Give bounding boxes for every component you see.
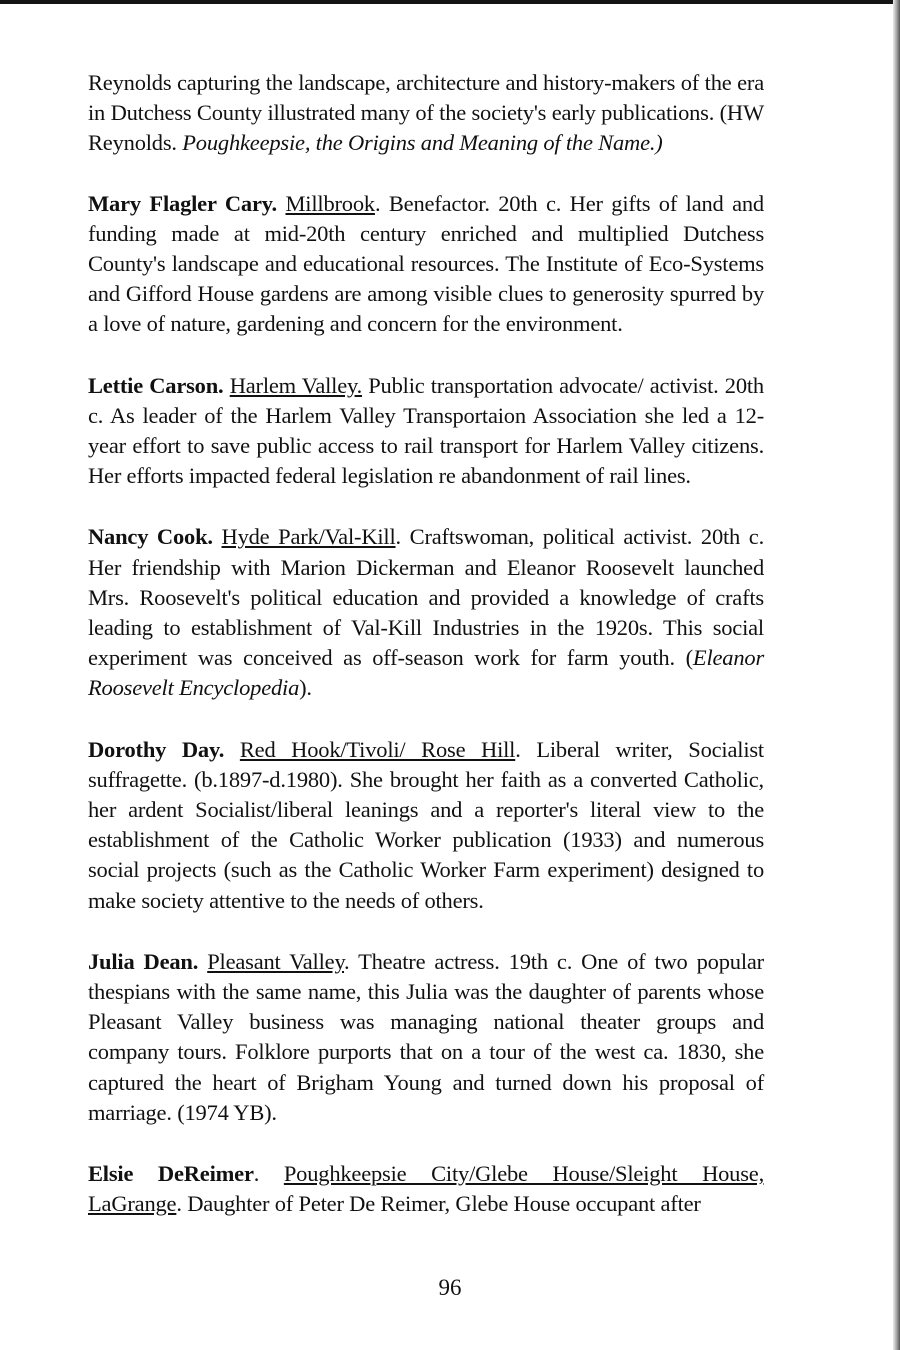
entry-name: Elsie DeReimer bbox=[88, 1161, 254, 1187]
entry-place: Hyde Park/Val-Kill bbox=[221, 524, 396, 550]
page-number: 96 bbox=[438, 1275, 462, 1300]
entry-separator: . bbox=[253, 1161, 284, 1187]
entry-julia-dean bbox=[88, 947, 764, 1128]
entry-name: Nancy Cook. bbox=[88, 524, 213, 550]
page-body bbox=[88, 68, 764, 1251]
entry-text: . Daughter of Peter De Reimer, Glebe House occupant after bbox=[176, 1191, 701, 1217]
entry-dorothy-day bbox=[88, 735, 764, 916]
entry-place: Poughkeepsie City/Glebe House/Sleight House, LaGrange bbox=[88, 1161, 764, 1217]
entry-nancy-cook bbox=[88, 522, 764, 703]
entry-text-after: ). bbox=[299, 675, 312, 701]
entry-name: Lettie Carson. bbox=[88, 372, 224, 398]
entry-text: Reynolds capturing the landscape, architecture and history-makers of the era in Dutchess County illustrated many of the society's early publications. (HW Reynolds. bbox=[88, 70, 764, 156]
entry-mary-flagler-cary bbox=[88, 189, 764, 340]
entry-place: Pleasant Valley bbox=[207, 948, 345, 974]
entry-name: Mary Flagler Cary. bbox=[88, 190, 277, 216]
entry-text: . Benefactor. 20th c. Her gifts of land and funding made at mid-20th century enriched and multiplied Dutchess County's landscape and educational resources. The Institute of Eco-Systems and Gifford House gardens are among visible clues to generosity spurred by a love of nature, gardening and concern for the environment. bbox=[88, 190, 764, 337]
entry-text: . Liberal writer, Socialist suffragette. (b.1897-d.1980). She brought her faith as a converted Catholic, her ardent Socialist/liberal leanings and a reporter's literal view to the establishment of the Catholic Worker publication (1933) and numerous social projects (such as the Catholic Worker Farm experiment) designed to make society attentive to the needs of others. bbox=[88, 736, 764, 913]
entry-name: Dorothy Day. bbox=[88, 736, 225, 762]
entry-text: . Theatre actress. 19th c. One of two popular thespians with the same name, this Julia was the daughter of parents whose Pleasant Valley business was managing national theater groups and company tours. Folklore purports that on a tour of the west ca. 1830, she captured the heart of Brigham Young and turned down his proposal of marriage. (1974 YB). bbox=[88, 948, 764, 1125]
top-border-rule bbox=[0, 0, 900, 4]
entry-name: Julia Dean. bbox=[88, 948, 199, 974]
entry-reynolds-continuation bbox=[88, 68, 764, 159]
entry-elsie-dereimer bbox=[88, 1159, 764, 1219]
entry-text: Public transportation advocate/ activist. 20th c. As leader of the Harlem Valley Transportaion Association she led a 12-year effort to save public access to rail transport for Harlem Valley citizens. Her efforts impacted federal legislation re abandonment of rail lines. bbox=[88, 372, 764, 489]
entry-text: . Craftswoman, political activist. 20th c. Her friendship with Marion Dickerman and Eleanor Roosevelt launched Mrs. Roosevelt's political education and provided a knowledge of crafts leading to establishment of Val-Kill Industries in the 1920s. This social experiment was conceived as off-season work for farm youth. ( bbox=[88, 524, 764, 671]
entry-place: Harlem Valley. bbox=[229, 372, 363, 398]
entry-place: Millbrook bbox=[285, 190, 375, 216]
page-edge-shadow bbox=[893, 0, 900, 1350]
citation-title: Poughkeepsie, the Origins and Meaning of the Name.) bbox=[182, 130, 663, 156]
citation-title: Eleanor Roosevelt Encyclopedia bbox=[88, 645, 764, 701]
entry-lettie-carson bbox=[88, 371, 764, 492]
entry-place: Red Hook/Tivoli/ Rose Hill bbox=[239, 736, 516, 762]
